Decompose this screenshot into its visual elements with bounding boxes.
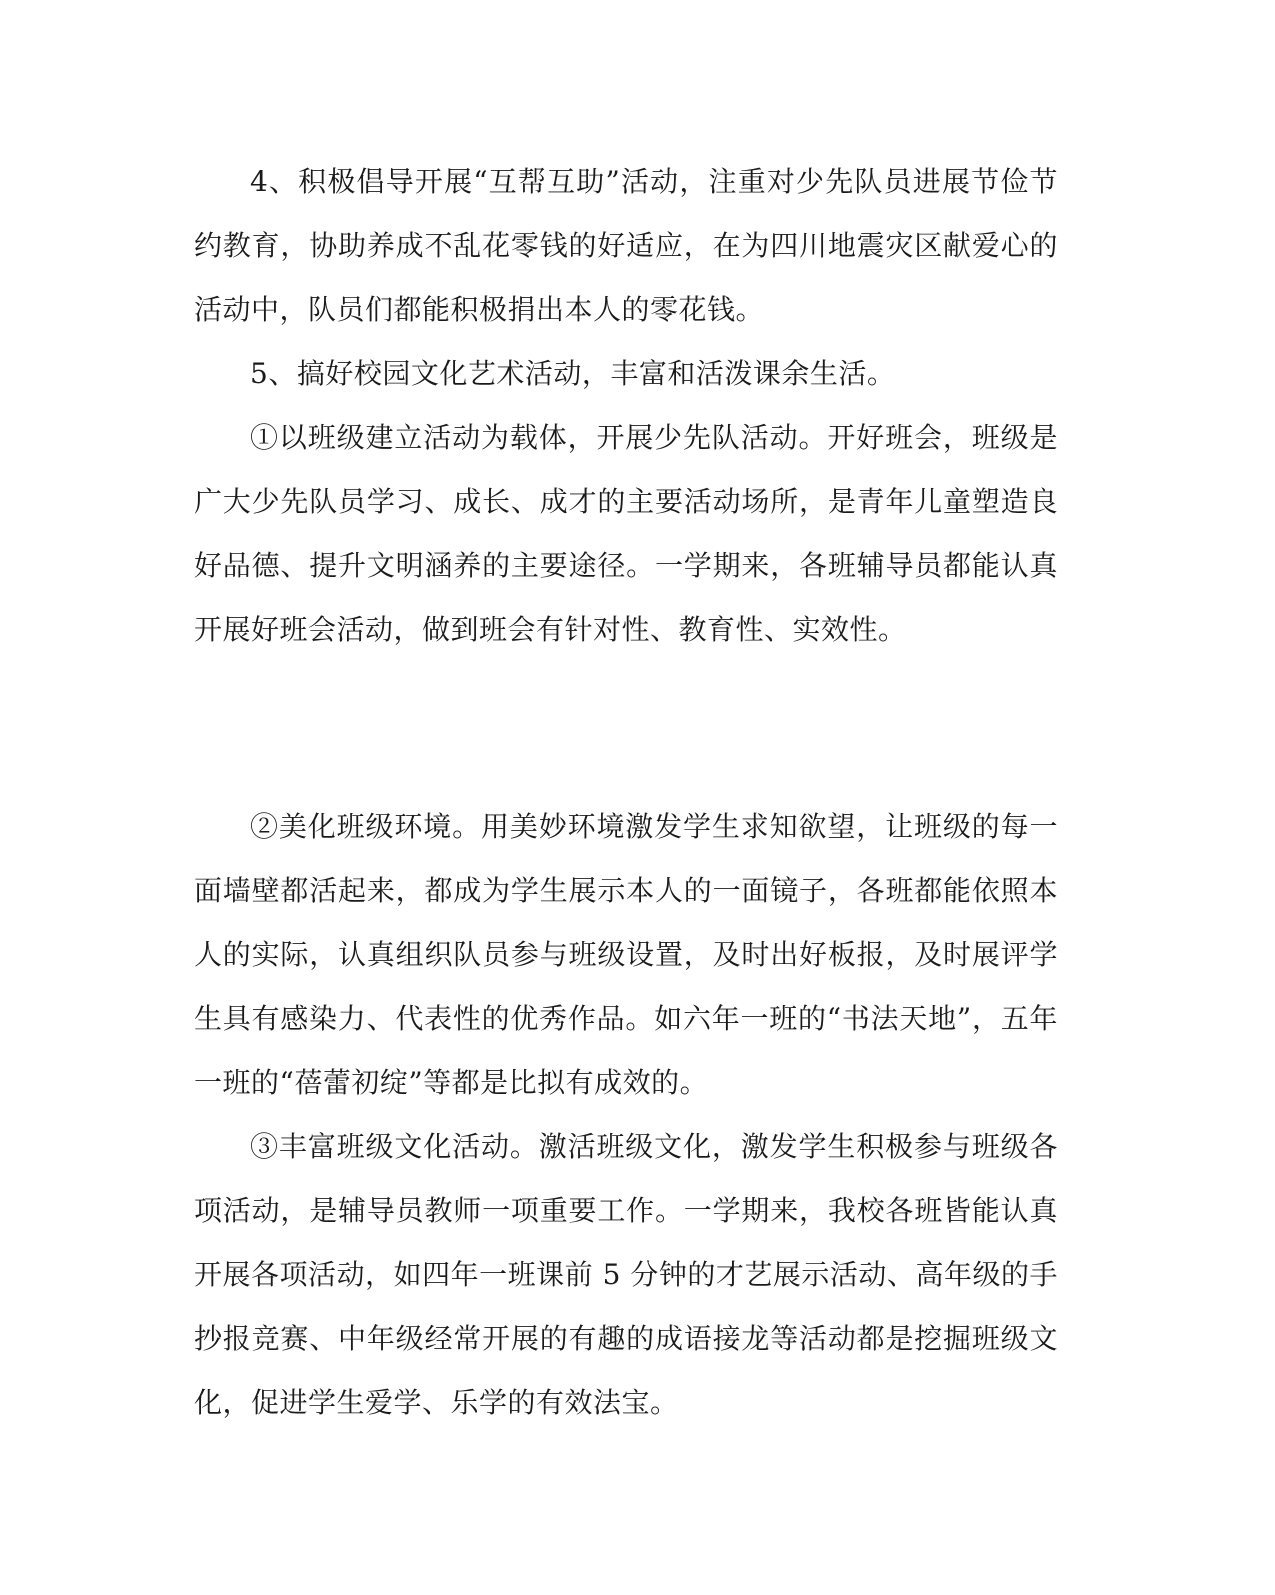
paragraph-item-4: 4、积极倡导开展“互帮互助”活动，注重对少先队员进展节俭节约教育，协助养成不乱花零钱的好适应，在为四川地震灾区献爱心的活动中，队员们都能积极捐出本人的零花钱。 xyxy=(194,165,1058,326)
paragraph-sub-1: ①以班级建立活动为载体，开展少先队活动。开好班会，班级是广大少先队员学习、成长、成才的主要活动场所，是青年儿童塑造良好品德、提升文明涵养的主要途径。一学期来，各班辅导员都能认真开展好班会活动，做到班会有针对性、教育性、实效性。 xyxy=(194,421,1058,646)
paragraph-item-5: 5、搞好校园文化艺术活动，丰富和活泼课余生活。 xyxy=(250,357,896,390)
text-block-lower xyxy=(194,795,1058,1435)
paragraph-sub-3: ③丰富班级文化活动。激活班级文化，激发学生积极参与班级各项活动，是辅导员教师一项重要工作。一学期来，我校各班皆能认真开展各项活动，如四年一班课前 5 分钟的才艺展示活动、高年级的手抄报竞赛、中年级经常开展的有趣的成语接龙等活动都是挖掘班级文化，促进学生爱学、乐学的有效法宝。 xyxy=(194,1130,1058,1419)
paragraph-sub-2: ②美化班级环境。用美妙环境激发学生求知欲望，让班级的每一面墙壁都活起来，都成为学生展示本人的一面镜子，各班都能依照本人的实际，认真组织队员参与班级设置，及时出好板报，及时展评学生具有感染力、代表性的优秀作品。如六年一班的“书法天地”，五年一班的“蓓蕾初绽”等都是比拟有成效的。 xyxy=(194,810,1058,1099)
text-block-upper xyxy=(194,150,1058,662)
